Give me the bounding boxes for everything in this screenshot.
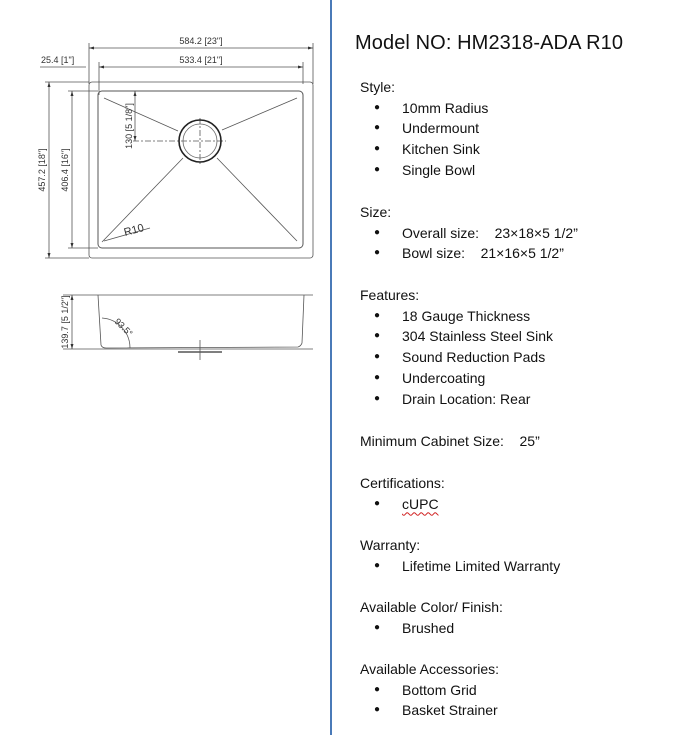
sink-technical-drawing: [0, 0, 330, 735]
list-item: ● Single Bowl: [360, 160, 488, 181]
section-header: Certifications:: [360, 475, 445, 491]
list-item: [360, 494, 445, 515]
section-header: Style:: [360, 79, 396, 95]
column-divider: [330, 0, 332, 735]
dim-drain-offset: 130 [5 1/8"]: [124, 103, 134, 149]
section-features: [360, 285, 553, 409]
list-item: ● Brushed: [360, 618, 503, 639]
list-item: ● 18 Gauge Thickness: [360, 306, 553, 327]
list-item: ● 304 Stainless Steel Sink: [360, 326, 553, 347]
dim-height: 139.7 [5 1/2"]: [60, 295, 70, 349]
spec-sheet: [340, 0, 677, 735]
dim-overall-width: 584.2 [23"]: [179, 36, 223, 46]
section-header: Warranty:: [360, 537, 421, 553]
dim-overall-depth: 457.2 [18"]: [37, 148, 47, 192]
list-item: ● Lifetime Limited Warranty: [360, 556, 560, 577]
list-item: ● 10mm Radius: [360, 98, 488, 119]
section-header: Available Color/ Finish:: [360, 599, 503, 615]
section-style: [360, 77, 488, 181]
list-item: ● Bowl size: 21×16×5 1/2”: [360, 243, 578, 264]
list-item: ● Drain Location: Rear: [360, 389, 553, 410]
model-title: Model NO: HM2318-ADA R10: [355, 32, 624, 54]
section-header: Features:: [360, 287, 420, 303]
cert-cupc: cUPC: [402, 495, 439, 512]
list-item: ● Kitchen Sink: [360, 139, 488, 160]
dim-rim-offset: 25.4 [1"]: [41, 55, 75, 65]
dim-wall-angle: 93.5°: [112, 316, 135, 339]
list-item: ● Bottom Grid: [360, 680, 499, 701]
section-size: [360, 202, 578, 264]
dim-bowl-depth: 406.4 [16"]: [60, 148, 70, 192]
list-item: ● Basket Strainer: [360, 700, 499, 721]
min-cabinet-size: Minimum Cabinet Size: 25”: [360, 433, 540, 449]
list-item: ● Undermount: [360, 118, 488, 139]
section-warranty: [360, 535, 560, 576]
dim-corner-radius: R10: [122, 222, 146, 239]
section-accessories: [360, 659, 499, 721]
list-item: ● Undercoating: [360, 368, 553, 389]
list-item: ● Overall size: 23×18×5 1/2”: [360, 223, 578, 244]
section-certifications: [360, 473, 445, 514]
dim-bowl-width: 533.4 [21"]: [179, 55, 223, 65]
section-header: Size:: [360, 204, 392, 220]
section-finish: [360, 597, 503, 638]
list-item: ● Sound Reduction Pads: [360, 347, 553, 368]
section-header: Available Accessories:: [360, 661, 500, 677]
